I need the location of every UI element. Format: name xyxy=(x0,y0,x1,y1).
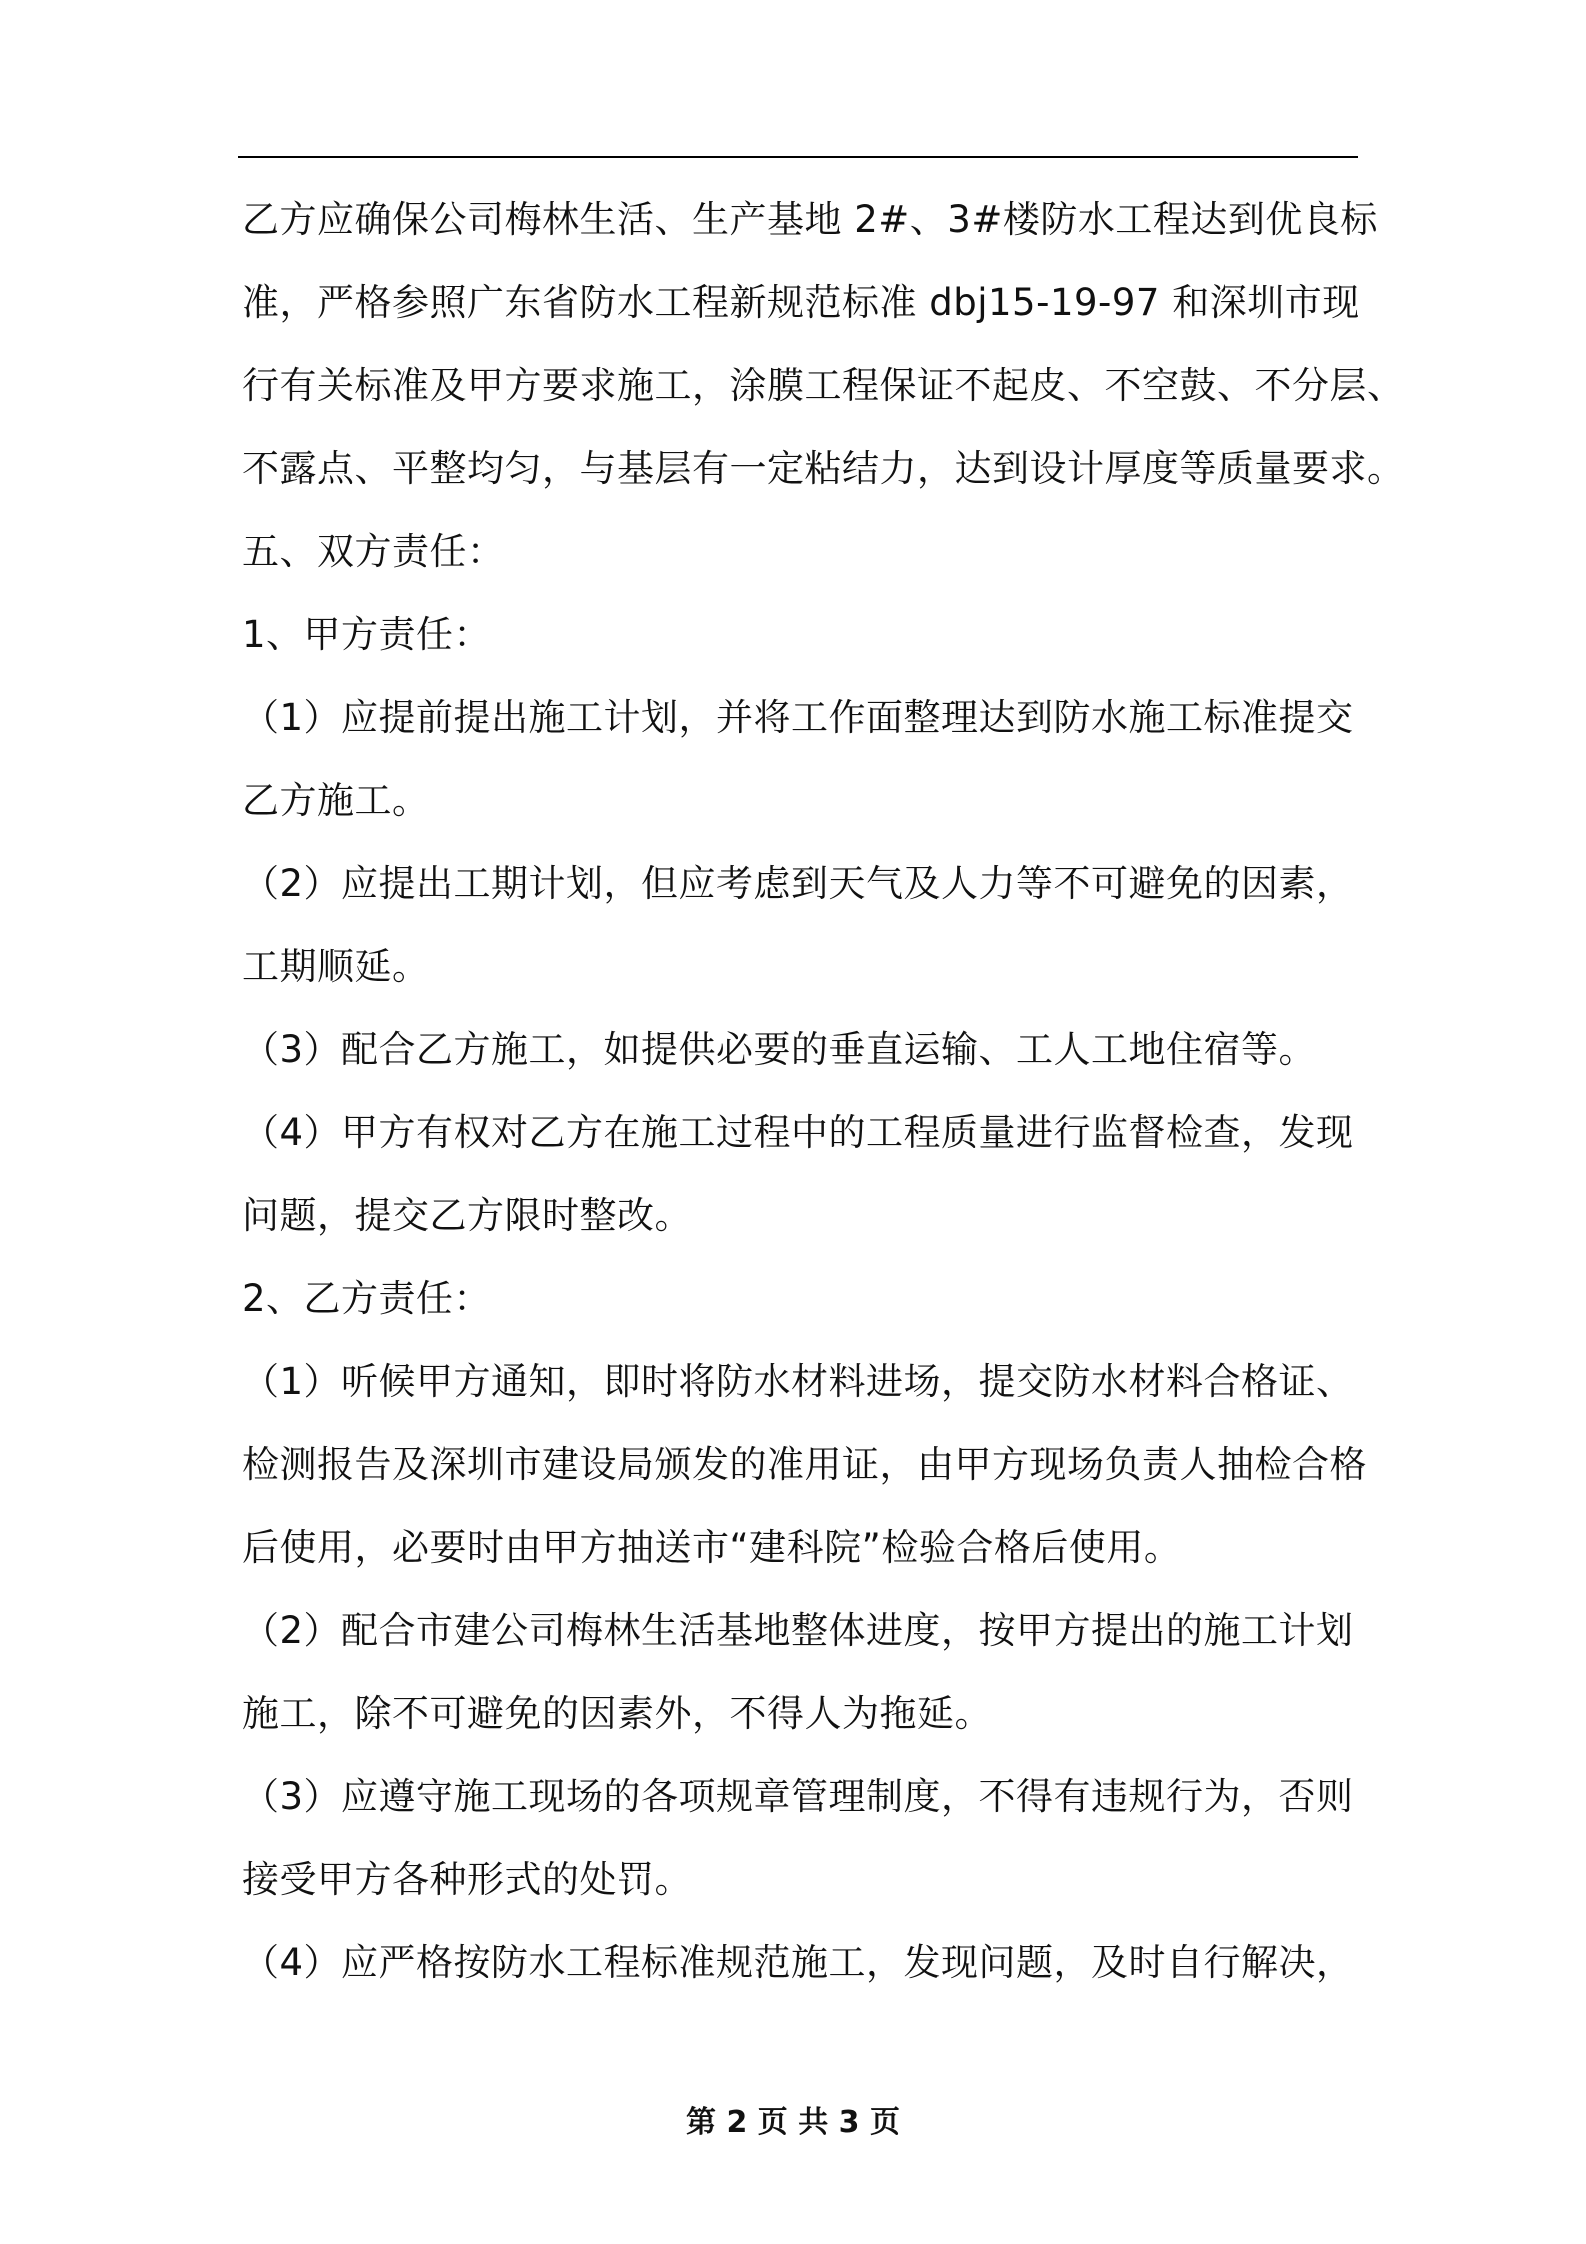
section-heading: 五、双方责任： xyxy=(242,530,505,573)
paragraph-line: 后使用，必要时由甲方抽送市“建科院”检验合格后使用。 xyxy=(242,1526,1182,1569)
paragraph-line: 工期顺延。 xyxy=(242,945,430,988)
paragraph-line: 接受甲方各种形式的处罚。 xyxy=(242,1858,692,1901)
page-number-footer: 第 2 页 共 3 页 xyxy=(686,2105,900,2140)
paragraph-line: 不露点、平整均匀，与基层有一定粘结力，达到设计厚度等质量要求。 xyxy=(242,447,1405,490)
paragraph-line: （3）配合乙方施工，如提供必要的垂直运输、工人工地住宿等。 xyxy=(242,1028,1317,1071)
paragraph-line: 乙方应确保公司梅林生活、生产基地 2#、3#楼防水工程达到优良标 xyxy=(242,198,1378,241)
paragraph-line: （4）甲方有权对乙方在施工过程中的工程质量进行监督检查，发现 xyxy=(242,1111,1354,1154)
paragraph-line: （1）应提前提出施工计划，并将工作面整理达到防水施工标准提交 xyxy=(242,696,1354,739)
subsection-heading: 2、乙方责任： xyxy=(242,1277,492,1320)
paragraph-line: 行有关标准及甲方要求施工，涂膜工程保证不起皮、不空鼓、不分层、 xyxy=(242,364,1405,407)
paragraph-line: （4）应严格按防水工程标准规范施工，发现问题，及时自行解决， xyxy=(242,1941,1354,1984)
paragraph-line: 问题，提交乙方限时整改。 xyxy=(242,1194,692,1237)
paragraph-line: 检测报告及深圳市建设局颁发的准用证，由甲方现场负责人抽检合格 xyxy=(242,1443,1367,1486)
paragraph-line: 准，严格参照广东省防水工程新规范标准 dbj15-19-97 和深圳市现 xyxy=(242,281,1360,324)
subsection-heading: 1、甲方责任： xyxy=(242,613,492,656)
paragraph-line: （3）应遵守施工现场的各项规章管理制度，不得有违规行为，否则 xyxy=(242,1775,1354,1818)
paragraph-line: （1）听候甲方通知，即时将防水材料进场，提交防水材料合格证、 xyxy=(242,1360,1354,1403)
paragraph-line: （2）应提出工期计划，但应考虑到天气及人力等不可避免的因素， xyxy=(242,862,1354,905)
paragraph-line: （2）配合市建公司梅林生活基地整体进度，按甲方提出的施工计划 xyxy=(242,1609,1354,1652)
paragraph-line: 施工，除不可避免的因素外，不得人为拖延。 xyxy=(242,1692,992,1735)
header-rule xyxy=(238,156,1358,158)
paragraph-line: 乙方施工。 xyxy=(242,779,430,822)
